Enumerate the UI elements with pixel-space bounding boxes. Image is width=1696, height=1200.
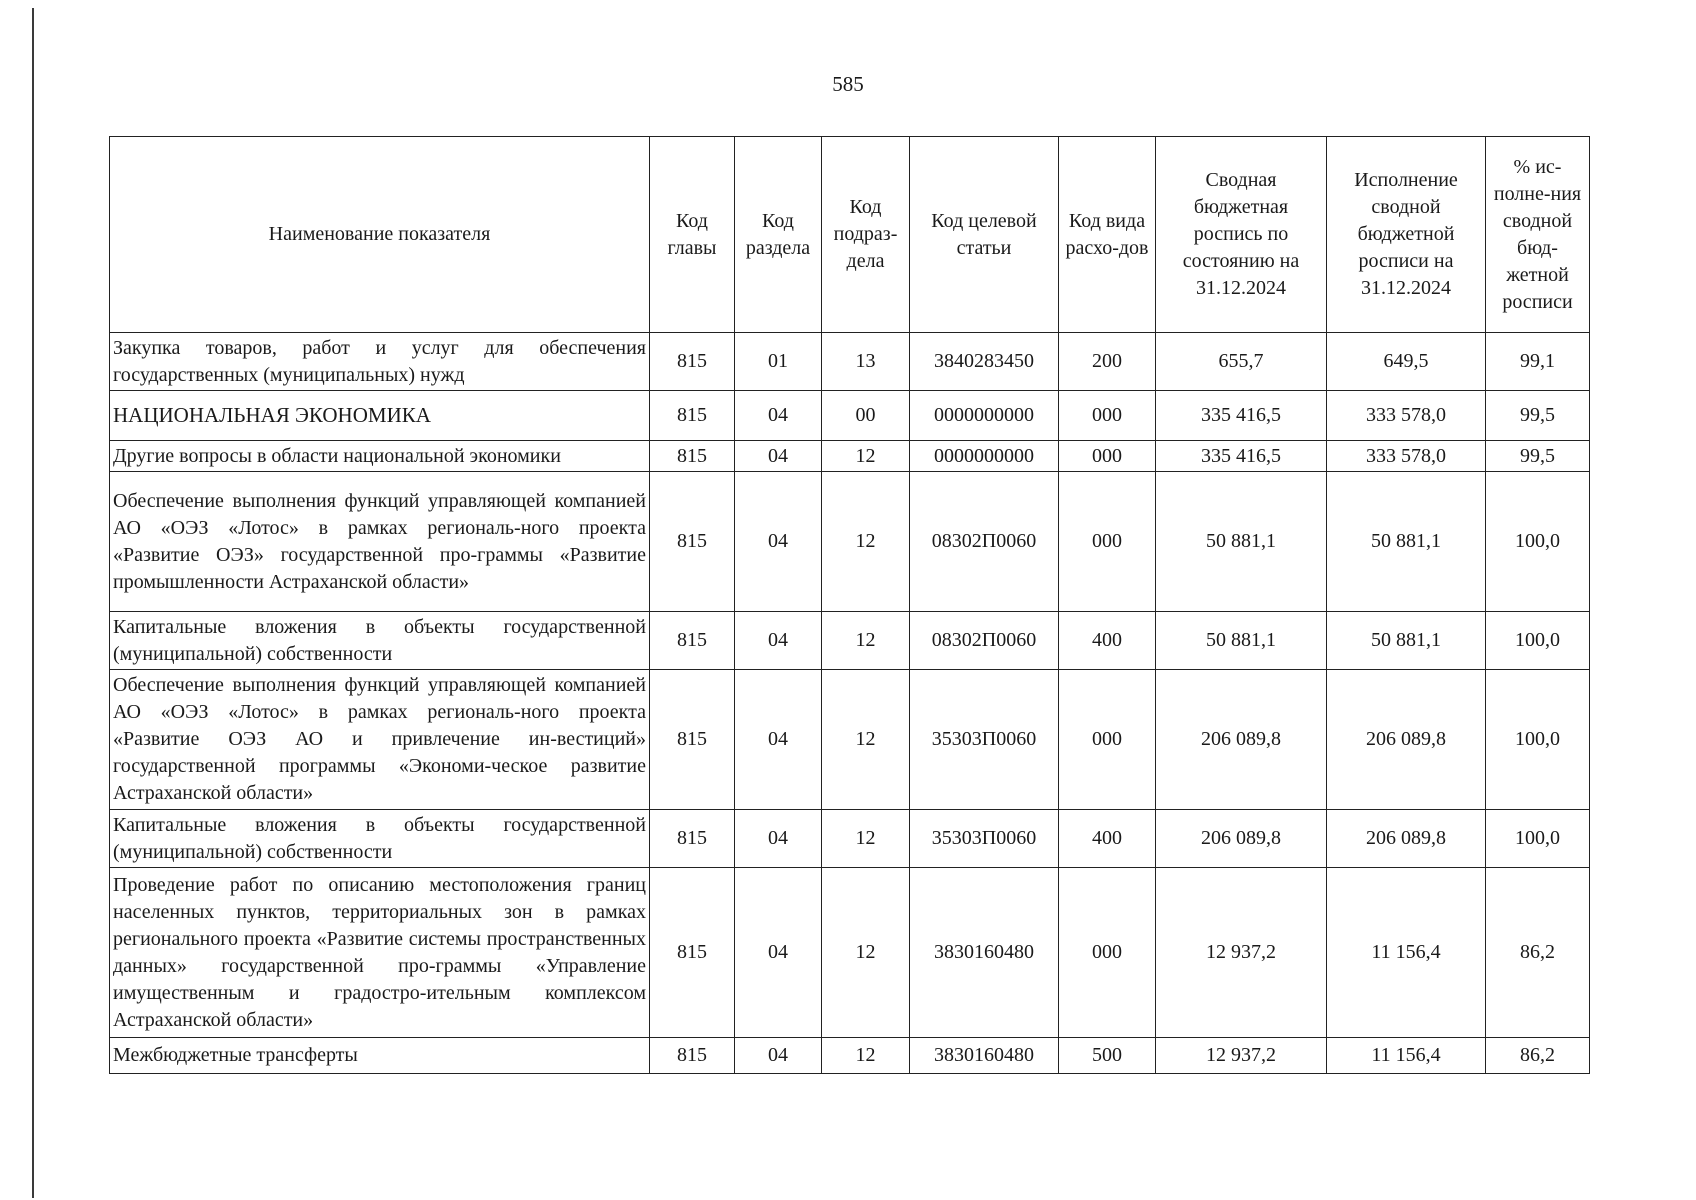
row-podrazdel: 12 <box>822 441 910 472</box>
row-vid: 400 <box>1059 810 1156 868</box>
table-row <box>110 391 1590 441</box>
header-rospis: Сводная бюджетная роспись по состоянию на 31.12.2024 <box>1156 137 1327 333</box>
row-glava: 815 <box>650 1038 735 1074</box>
header-razdel: Код раздела <box>735 137 822 333</box>
row-podrazdel: 00 <box>822 391 910 441</box>
row-rospis: 206 089,8 <box>1156 670 1327 810</box>
row-vid: 500 <box>1059 1038 1156 1074</box>
row-podrazdel: 12 <box>822 1038 910 1074</box>
row-podrazdel: 12 <box>822 472 910 612</box>
scan-edge-line <box>32 8 34 1198</box>
row-name: Капитальные вложения в объекты государственной (муниципальной) собственности <box>110 612 650 670</box>
header-vid: Код вида расхо-дов <box>1059 137 1156 333</box>
row-razdel: 04 <box>735 1038 822 1074</box>
row-tselevaya: 08302П0060 <box>910 472 1059 612</box>
row-tselevaya: 3830160480 <box>910 868 1059 1038</box>
row-percent: 99,1 <box>1486 333 1590 391</box>
row-tselevaya: 0000000000 <box>910 441 1059 472</box>
row-name: Другие вопросы в области национальной экономики <box>110 441 650 472</box>
row-glava: 815 <box>650 810 735 868</box>
row-glava: 815 <box>650 441 735 472</box>
row-ispolnenie: 333 578,0 <box>1327 391 1486 441</box>
row-rospis: 335 416,5 <box>1156 391 1327 441</box>
row-ispolnenie: 649,5 <box>1327 333 1486 391</box>
row-name: Закупка товаров, работ и услуг для обеспечения государственных (муниципальных) нужд <box>110 333 650 391</box>
header-row <box>110 137 1590 333</box>
row-rospis: 12 937,2 <box>1156 868 1327 1038</box>
budget-table <box>109 136 1590 1074</box>
row-rospis: 335 416,5 <box>1156 441 1327 472</box>
row-razdel: 04 <box>735 612 822 670</box>
table-row <box>110 612 1590 670</box>
row-ispolnenie: 50 881,1 <box>1327 472 1486 612</box>
row-vid: 400 <box>1059 612 1156 670</box>
row-percent: 100,0 <box>1486 612 1590 670</box>
row-tselevaya: 08302П0060 <box>910 612 1059 670</box>
row-glava: 815 <box>650 670 735 810</box>
row-ispolnenie: 206 089,8 <box>1327 810 1486 868</box>
row-tselevaya: 3840283450 <box>910 333 1059 391</box>
table-row <box>110 472 1590 612</box>
header-glava: Код главы <box>650 137 735 333</box>
row-ispolnenie: 11 156,4 <box>1327 1038 1486 1074</box>
row-rospis: 655,7 <box>1156 333 1327 391</box>
row-glava: 815 <box>650 612 735 670</box>
row-razdel: 04 <box>735 391 822 441</box>
row-percent: 100,0 <box>1486 472 1590 612</box>
row-razdel: 04 <box>735 670 822 810</box>
table-row <box>110 670 1590 810</box>
row-razdel: 04 <box>735 810 822 868</box>
row-percent: 86,2 <box>1486 868 1590 1038</box>
row-tselevaya: 0000000000 <box>910 391 1059 441</box>
header-name: Наименование показателя <box>110 137 650 333</box>
row-percent: 86,2 <box>1486 1038 1590 1074</box>
row-vid: 000 <box>1059 391 1156 441</box>
row-name: Проведение работ по описанию местоположения границ населенных пунктов, территориальных зон в рамках регионального проекта «Развитие системы пространственных данных» государственной про-граммы «Управление имущественным и градостро-ительным комплексом Астраханской области» <box>110 868 650 1038</box>
row-razdel: 04 <box>735 472 822 612</box>
row-percent: 100,0 <box>1486 810 1590 868</box>
row-glava: 815 <box>650 472 735 612</box>
row-name: Обеспечение выполнения функций управляющей компанией АО «ОЭЗ «Лотос» в рамках региональ-ного проекта «Развитие ОЭЗ» государственной про-граммы «Развитие промышленности Астраханской области» <box>110 472 650 612</box>
row-razdel: 04 <box>735 868 822 1038</box>
page-number: 585 <box>832 72 864 96</box>
row-percent: 99,5 <box>1486 441 1590 472</box>
row-podrazdel: 13 <box>822 333 910 391</box>
row-podrazdel: 12 <box>822 868 910 1038</box>
row-vid: 200 <box>1059 333 1156 391</box>
row-rospis: 50 881,1 <box>1156 612 1327 670</box>
row-ispolnenie: 206 089,8 <box>1327 670 1486 810</box>
header-percent: % ис-полне-ния сводной бюд-жетной росписи <box>1486 137 1590 333</box>
row-tselevaya: 35303П0060 <box>910 670 1059 810</box>
header-ispolnenie: Исполнение сводной бюджетной росписи на 31.12.2024 <box>1327 137 1486 333</box>
row-glava: 815 <box>650 333 735 391</box>
row-ispolnenie: 50 881,1 <box>1327 612 1486 670</box>
row-ispolnenie: 11 156,4 <box>1327 868 1486 1038</box>
row-podrazdel: 12 <box>822 612 910 670</box>
table-row <box>110 441 1590 472</box>
row-podrazdel: 12 <box>822 670 910 810</box>
row-vid: 000 <box>1059 472 1156 612</box>
header-podrazdel: Код подраз-дела <box>822 137 910 333</box>
row-podrazdel: 12 <box>822 810 910 868</box>
row-rospis: 206 089,8 <box>1156 810 1327 868</box>
row-glava: 815 <box>650 868 735 1038</box>
table-row <box>110 1038 1590 1074</box>
row-razdel: 01 <box>735 333 822 391</box>
row-ispolnenie: 333 578,0 <box>1327 441 1486 472</box>
row-name: НАЦИОНАЛЬНАЯ ЭКОНОМИКА <box>110 391 650 441</box>
table-row <box>110 333 1590 391</box>
row-vid: 000 <box>1059 670 1156 810</box>
row-razdel: 04 <box>735 441 822 472</box>
table-row <box>110 810 1590 868</box>
row-glava: 815 <box>650 391 735 441</box>
row-name: Обеспечение выполнения функций управляющей компанией АО «ОЭЗ «Лотос» в рамках региональ-ного проекта «Развитие ОЭЗ АО и привлечение ин-вестиций» государственной программы «Экономи-ческое развитие Астраханской области» <box>110 670 650 810</box>
row-percent: 99,5 <box>1486 391 1590 441</box>
row-tselevaya: 3830160480 <box>910 1038 1059 1074</box>
row-vid: 000 <box>1059 441 1156 472</box>
row-percent: 100,0 <box>1486 670 1590 810</box>
table-row <box>110 868 1590 1038</box>
header-tselevaya: Код целевой статьи <box>910 137 1059 333</box>
row-name: Межбюджетные трансферты <box>110 1038 650 1074</box>
row-rospis: 12 937,2 <box>1156 1038 1327 1074</box>
row-rospis: 50 881,1 <box>1156 472 1327 612</box>
row-vid: 000 <box>1059 868 1156 1038</box>
row-name: Капитальные вложения в объекты государственной (муниципальной) собственности <box>110 810 650 868</box>
row-tselevaya: 35303П0060 <box>910 810 1059 868</box>
